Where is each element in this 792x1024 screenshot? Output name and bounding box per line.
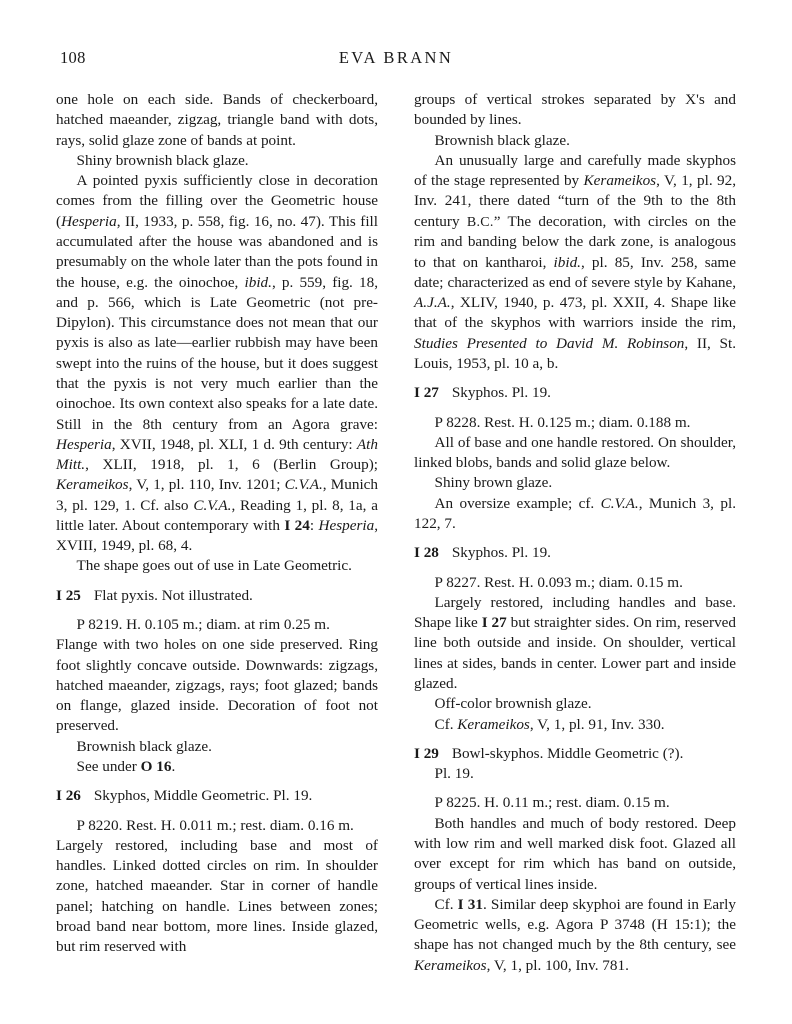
entry-i25-cross-reference: See under O 16. [76, 758, 176, 775]
paragraph-unusually-large-skyphos: An unusually large and carefully made skyphos of the stage represented by Kerameikos, V, 1, pl. 92, Inv. 241, there dated “turn of the 9th to the 8th century B.C.” The decoration, with circles on the rim and banding below the dark zone, is analogous to that on kantharoi, ibid., pl. 85, Inv. 258, same date; characterized as end of severe style by Kahane, A.J.A., XLIV, 1940, p. 473, pl. XXII, 4. Shape like that of the skyphos with warriors inside the rim, Studies Presented to David M. Robinson, II, St. Louis, 1953, pl. 10 a, b. [414, 151, 737, 373]
entry-i27-description: All of base and one handle restored. On shoulder, linked blobs, bands and solid glaze below. [414, 433, 736, 472]
entry-i26-measurements: P 8220. Rest. H. 0.011 m.; rest. diam. 0.16 m. [76, 816, 354, 834]
entry-i28-reference: Cf. Kerameikos, V, 1, pl. 91, Inv. 330. [434, 715, 665, 733]
left-text-column [56, 90, 378, 976]
entry-i29-heading: I 29 Bowl-skyphos. Middle Geometric (?). [414, 744, 684, 762]
entry-i28-measurements: P 8227. Rest. H. 0.093 m.; diam. 0.15 m. [434, 573, 683, 591]
paragraph-vertical-strokes: groups of vertical strokes separated by X's and bounded by lines. [414, 91, 736, 129]
paragraph-shape-out-of-use: The shape goes out of use in Late Geometric. [76, 557, 352, 575]
page-number: 108 [60, 48, 86, 67]
running-head [56, 48, 736, 82]
entry-i26-heading: I 26 Skyphos, Middle Geometric. Pl. 19. [56, 787, 313, 805]
paragraph-pointed-pyxis: A pointed pyxis sufficiently close in decoration comes from the filling over the Geometric house (Hesperia, II, 1933, p. 558, fig. 16, no. 47). This fill accumulated after the house was abandoned and is presumably on the whole later than the pots found in the house, e.g. the oinochoe, ibid., p. 559, fig. 18, and p. 566, which is Late Geometric (not pre-Dipylon). This circumstance does not mean that our pyxis is also as late—earlier rubbish may have been swept into the ruins of the house, but it does suggest that the pyxis is not very much earlier than the oinochoe. Its own context also speaks for a late date. Still in the 8th century from an Agora grave: Hesperia, XVII, 1948, pl. XLI, 1 d. 9th century: Ath Mitt., XLII, 1918, pl. 1, 6 (Berlin Group); Kerameikos, V, 1, pl. 110, Inv. 1201; C.V.A., Munich 3, pl. 129, 1. Cf. also C.V.A., Reading 1, pl. 8, 1a, a little later. About contemporary with I 24: Hesperia, XVIII, 1949, pl. 68, 4. [56, 172, 378, 555]
entry-i28-glaze: Off-color brownish glaze. [434, 695, 592, 713]
entry-i27-heading: I 27 Skyphos. Pl. 19. [414, 384, 551, 402]
entry-i29-reference: Cf. I 31. Similar deep skyphoi are found in Early Geometric wells, e.g. Agora P 3748 (H 15:1); the shape has not changed much by the 8th century, see Kerameikos, V, 1, pl. 100, Inv. 781. [414, 895, 736, 974]
entry-i25-heading: I 25 Flat pyxis. Not illustrated. [56, 586, 253, 604]
entry-i27-glaze: Shiny brown glaze. [434, 474, 553, 492]
entry-i25-glaze: Brownish black glaze. [76, 737, 212, 755]
author-running-head: EVA BRANN [338, 48, 454, 67]
right-text-column [414, 90, 736, 976]
entry-i25-measurements: P 8219. H. 0.105 m.; diam. at rim 0.25 m. [76, 616, 330, 634]
entry-i29-description: Both handles and much of body restored. Deep with low rim and well marked disk foot. Glazed all over except for rim which has band on outside, groups of vertical lines inside. [414, 814, 736, 893]
entry-i28-heading: I 28 Skyphos. Pl. 19. [414, 544, 551, 562]
entry-i27-measurements: P 8228. Rest. H. 0.125 m.; diam. 0.188 m. [434, 413, 691, 431]
entry-i25-description: Flange with two holes on one side preserved. Ring foot slightly concave outside. Downwards: zigzags, hatched maeander, zigzags, rays; foot glazed; bands on flange, glazed inside. Decoration of foot not preserved. [56, 636, 378, 735]
paragraph-checkerboard-bands: one hole on each side. Bands of checkerboard, hatched maeander, zigzag, triangle band with dots, rays, solid glaze zone of bands at point. [56, 91, 378, 149]
paragraph-brownish-black-glaze: Brownish black glaze. [434, 131, 570, 149]
entry-i28-description: Largely restored, including handles and base. Shape like I 27 but straighter sides. On rim, reserved line both outside and inside. On shoulder, vertical lines at sides, bands in center. Lower part and inside glazed. [414, 593, 736, 692]
entry-i29-heading-cont: Pl. 19. [434, 765, 474, 783]
entry-i27-reference: An oversize example; cf. C.V.A., Munich 3, pl. 122, 7. [414, 494, 737, 532]
two-column-body [56, 90, 736, 976]
entry-i29-measurements: P 8225. H. 0.11 m.; rest. diam. 0.15 m. [434, 794, 670, 812]
entry-i26-description: Largely restored, including base and most of handles. Linked dotted circles on rim. In shoulder zone, hatched maeander. Star in corner of handle panel; hatching on handle. Lines between zones; broad band near bottom, more lines. Inside glazed, but rim reserved with [56, 836, 378, 956]
paragraph-shiny-brownish-black-glaze: Shiny brownish black glaze. [76, 151, 249, 169]
